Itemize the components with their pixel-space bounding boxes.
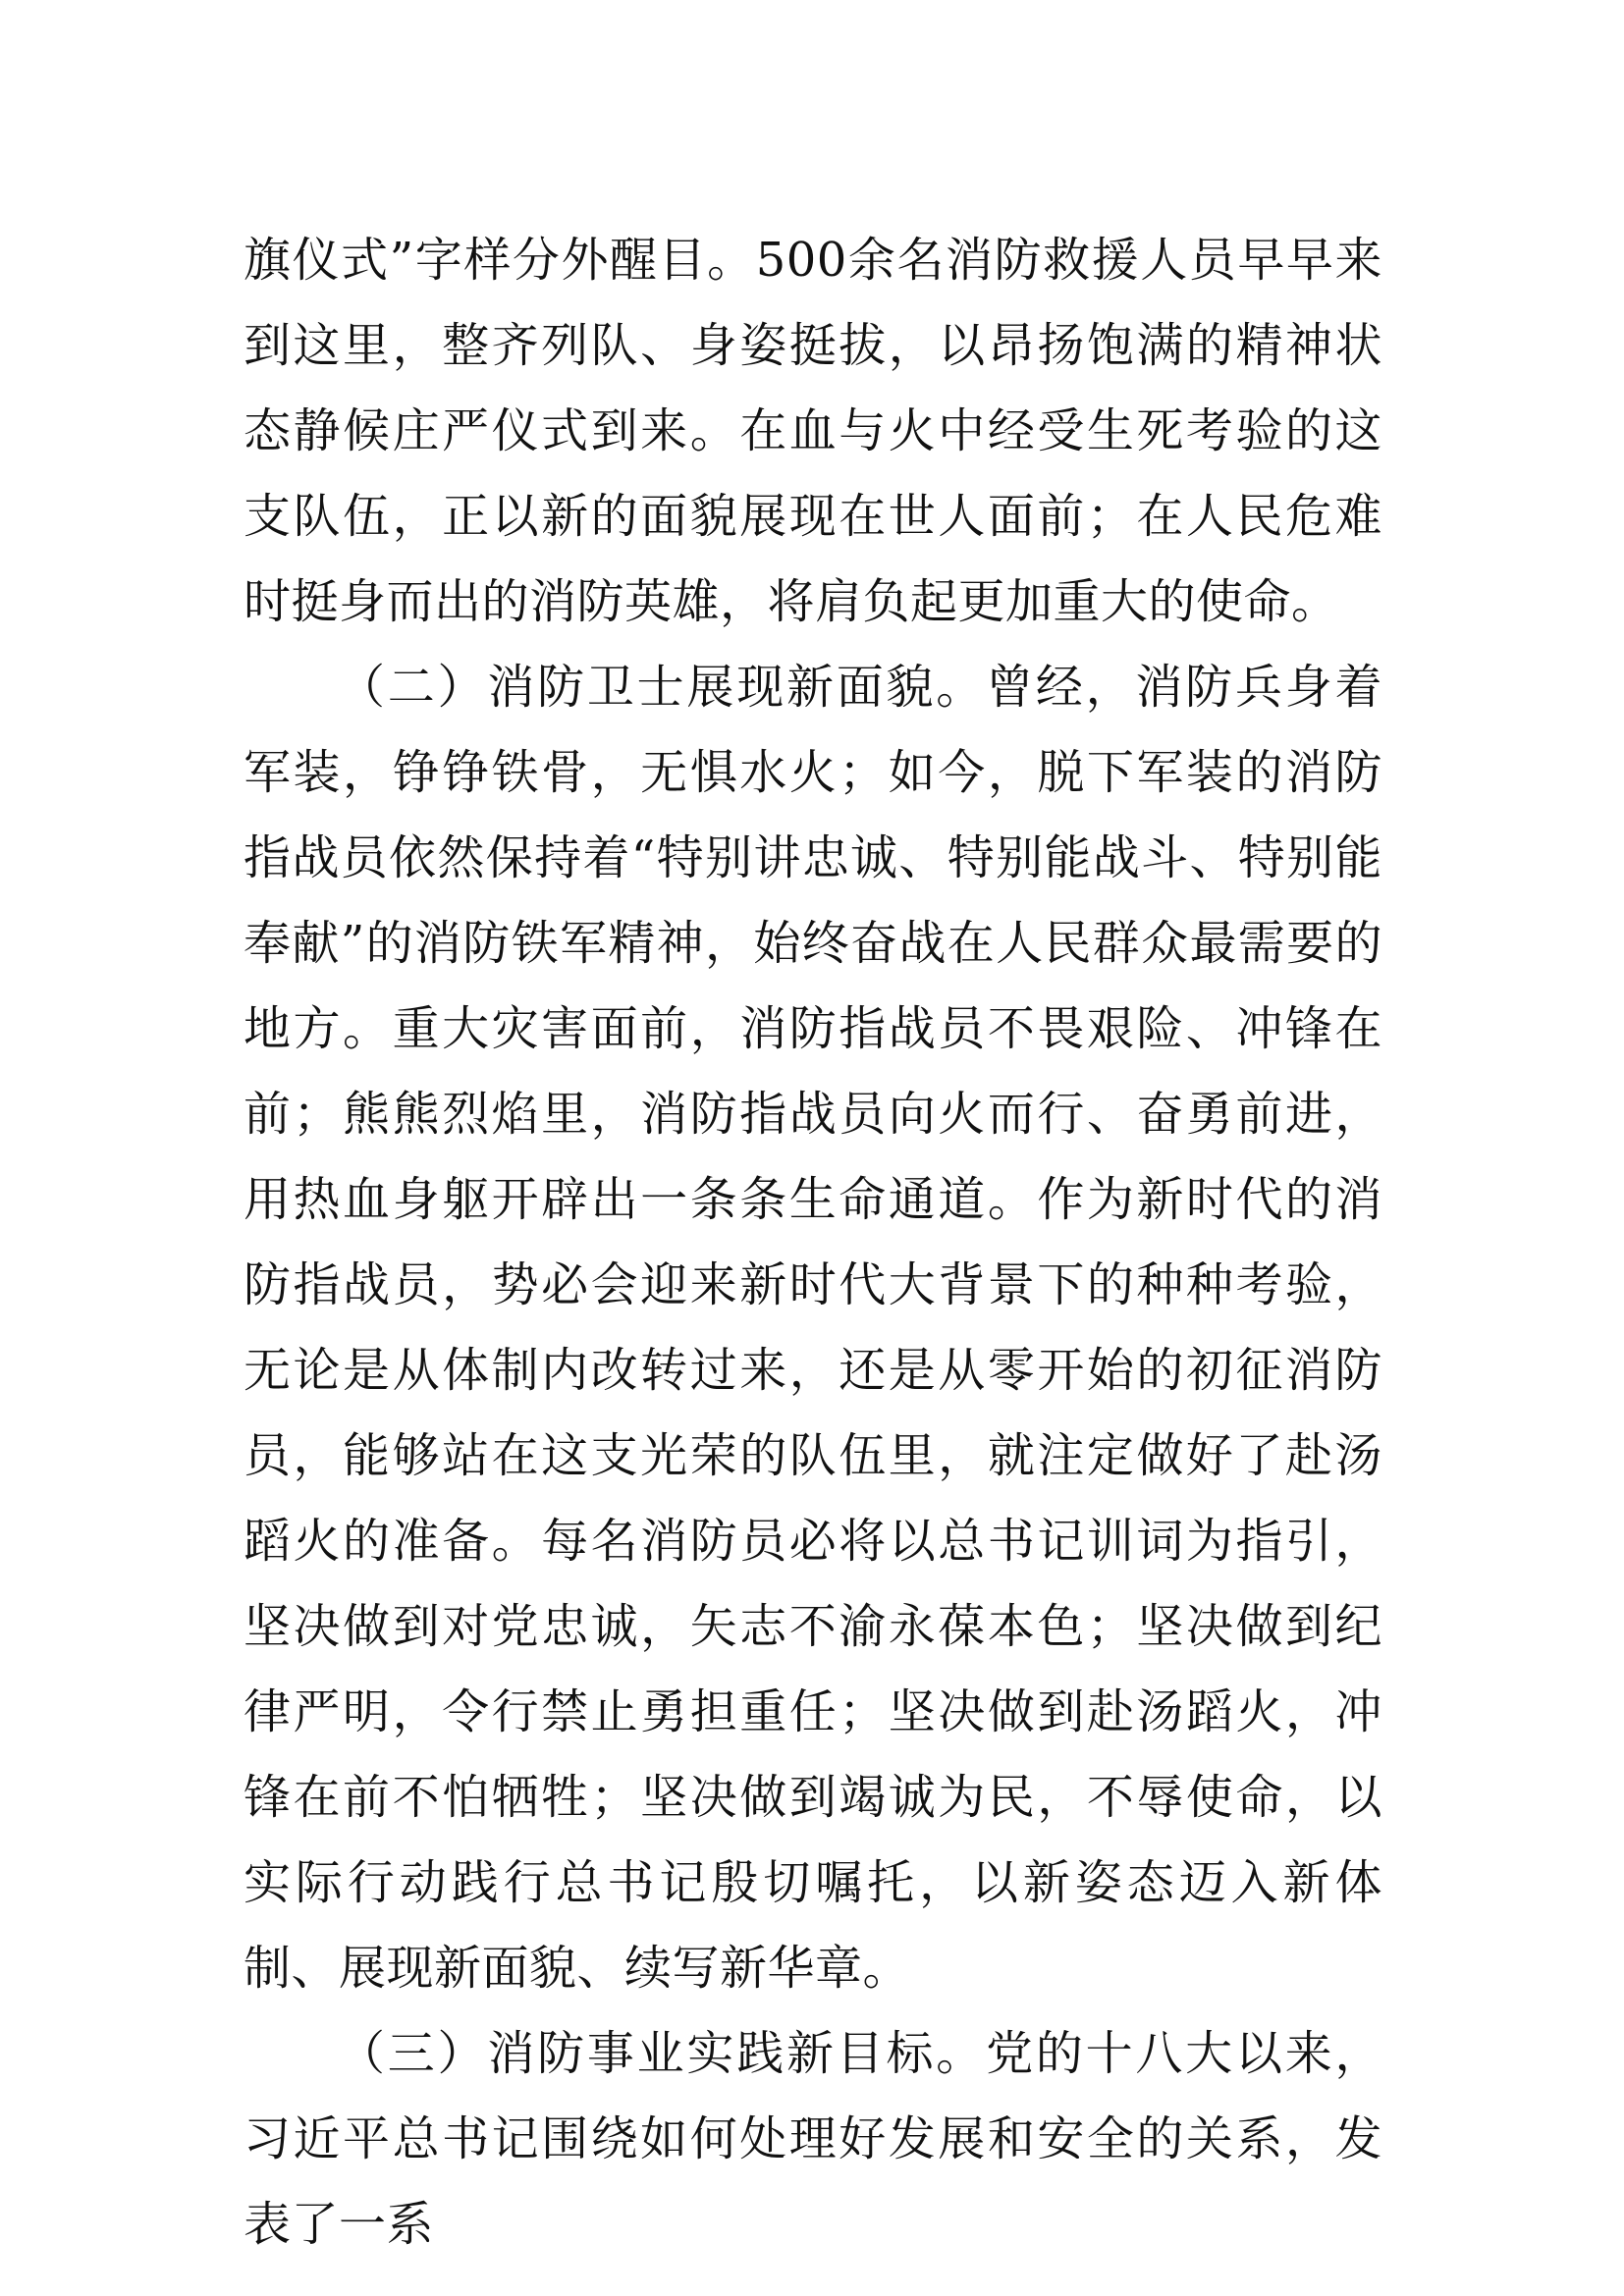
paragraph-section-two: （二）消防卫士展现新面貌。曾经，消防兵身着军装，铮铮铁骨，无惧水火；如今，脱下军装的消防指战员依然保持着“特别讲忠诚、特别能战斗、特别能奉献”的消防铁军精神，始终奋战在人民群众最需要的地方。重大灾害面前，消防指战员不畏艰险、冲锋在前；熊熊烈焰里，消防指战员向火而行、奋勇前进，用热血身躯开辟出一条条生命通道。作为新时代的消防指战员，势必会迎来新时代大背景下的种种考验，无论是从体制内改转过来，还是从零开始的初征消防员，能够站在这支光荣的队伍里，就注定做好了赴汤蹈火的准备。每名消防员必将以总书记训词为指引，坚决做到对党忠诚，矢志不渝永葆本色；坚决做到纪律严明，令行禁止勇担重任；坚决做到赴汤蹈火，冲锋在前不怕牺牲；坚决做到竭诚为民，不辱使命，以实际行动践行总书记殷切嘱托，以新姿态迈入新体制、展现新面貌、续写新华章。 [244,660,1382,1996]
paragraph-section-three: （三）消防事业实践新目标。党的十八大以来，习近平总书记围绕如何处理好发展和安全的关系，发表了一系 [244,2026,1382,2252]
paragraph-continuation: 旗仪式”字样分外醒目。500余名消防救援人员早早来到这里，整齐列队、身姿挺拔，以昂扬饱满的精神状态静候庄严仪式到来。在血与火中经受生死考验的这支队伍，正以新的面貌展现在世人面前；在人民危难时挺身而出的消防英雄，将肩负起更加重大的使命。 [244,233,1382,629]
document-body [244,218,1382,2268]
